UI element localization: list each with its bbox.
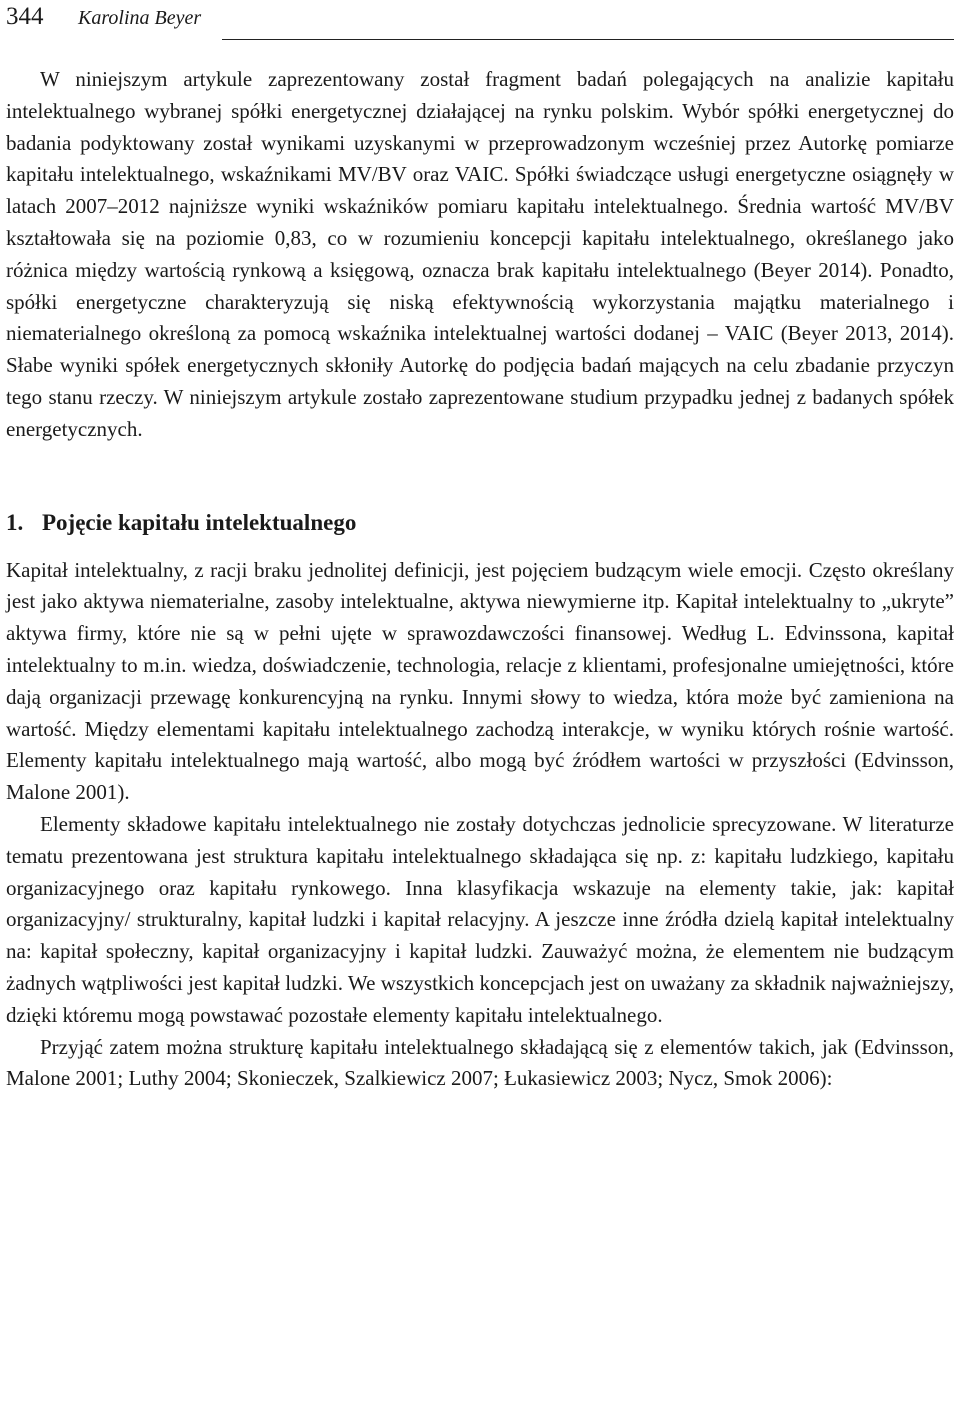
running-header [0, 0, 960, 40]
body-paragraph: Elementy składowe kapitału intelektualnego nie zostały dotychczas jednolicie sprecyzowane. W literaturze tematu prezentowana jest struktura kapitału intelektualnego składająca się np. z: kapitału ludzkiego, kapitału organizacyjnego oraz kapitału rynkowego. Inna klasyfikacja wskazuje na elementy takie, jak: kapitał organizacyjny/ strukturalny, kapitał ludzki i kapitał relacyjny. A jeszcze inne źródła dzielą kapitał intelektualny na: kapitał społeczny, kapitał organizacyjny i kapitał ludzki. Zauważyć można, że elementem nie budzącym żadnych wątpliwości jest kapitał ludzki. We wszystkich koncepcjach jest on uważany za składnik najważniejszy, dzięki któremu mogą powstawać pozostałe elementy kapitału intelektualnego. [6, 811, 954, 1027]
header-rule [222, 39, 954, 40]
body-paragraph: Przyjąć zatem można strukturę kapitału intelektualnego składającą się z elementów takich, jak (Edvinsson, Malone 2001; Luthy 2004; Skonieczek, Szalkiewicz 2007; Łukasiewicz 2003; Nycz, Smok 2006): [6, 1034, 954, 1091]
section-heading [6, 508, 954, 538]
intro-paragraph: W niniejszym artykule zaprezentowany został fragment badań polegających na analizie kapitału intelektualnego wybranej spółki energetycznej działającej na rynku polskim. Wybór spółki energetycznej do badania podyktowany został wynikami uzyskanymi w przeprowadzonym wcześniej przez Autorkę pomiarze kapitału intelektualnego, wskaźnikami MV/BV oraz VAIC. Spółki świadczące usługi energetyczne osiągnęły w latach 2007–2012 najniższe wyniki wskaźników pomiaru kapitału intelektualnego. Średnia wartość MV/BV kształtowała się na poziomie 0,83, co w rozumieniu koncepcji kapitału intelektualnego, określanego jako różnica między wartością rynkową a księgową, oznacza brak kapitału intelektualnego (Beyer 2014). Ponadto, spółki energetyczne charakteryzują się niską efektywnością wykorzystania majątku materialnego i niematerialnego określoną za pomocą wskaźnika intelektualnej wartości dodanej – VAIC (Beyer 2013, 2014). Słabe wyniki spółek energetycznych skłoniły Autorkę do podjęcia badań mających na celu zbadanie przyczyn tego stanu rzeczy. W niniejszym artykule zostało zaprezentowane studium przypadku jednej z badanych spółek energetycznych. [6, 67, 954, 441]
body-paragraph: Kapitał intelektualny, z racji braku jednolitej definicji, jest pojęciem budzącym wiele emocji. Często określany jest jako aktywa niematerialne, zasoby intelektualne, aktywa niewymierne itp. Kapitał intelektualny to „ukryte” aktywa firmy, które nie są w pełni ujęte w sprawozdawczości finansowej. Według L. Edvinssona, kapitał intelektualny to m.in. wiedza, doświadczenie, technologia, relacje z klientami, profesjonalne umiejętności, które dają organizacji przewagę konkurencyjną na rynku. Innymi słowy to wiedza, która może być zamieniona na wartość. Między elementami kapitału intelektualnego zachodzą interakcje, w wyniku których rośnie wartość. Elementy kapitału intelektualnego mają wartość, albo mogą być źródłem wartości w przyszłości (Edvinsson, Malone 2001). [6, 557, 954, 805]
page-body [6, 64, 954, 1095]
page-number: 344 [6, 3, 44, 30]
section-title: Pojęcie kapitału intelektualnego [42, 509, 357, 535]
section-number: 1. [6, 509, 24, 535]
running-head-author: Karolina Beyer [78, 7, 202, 29]
